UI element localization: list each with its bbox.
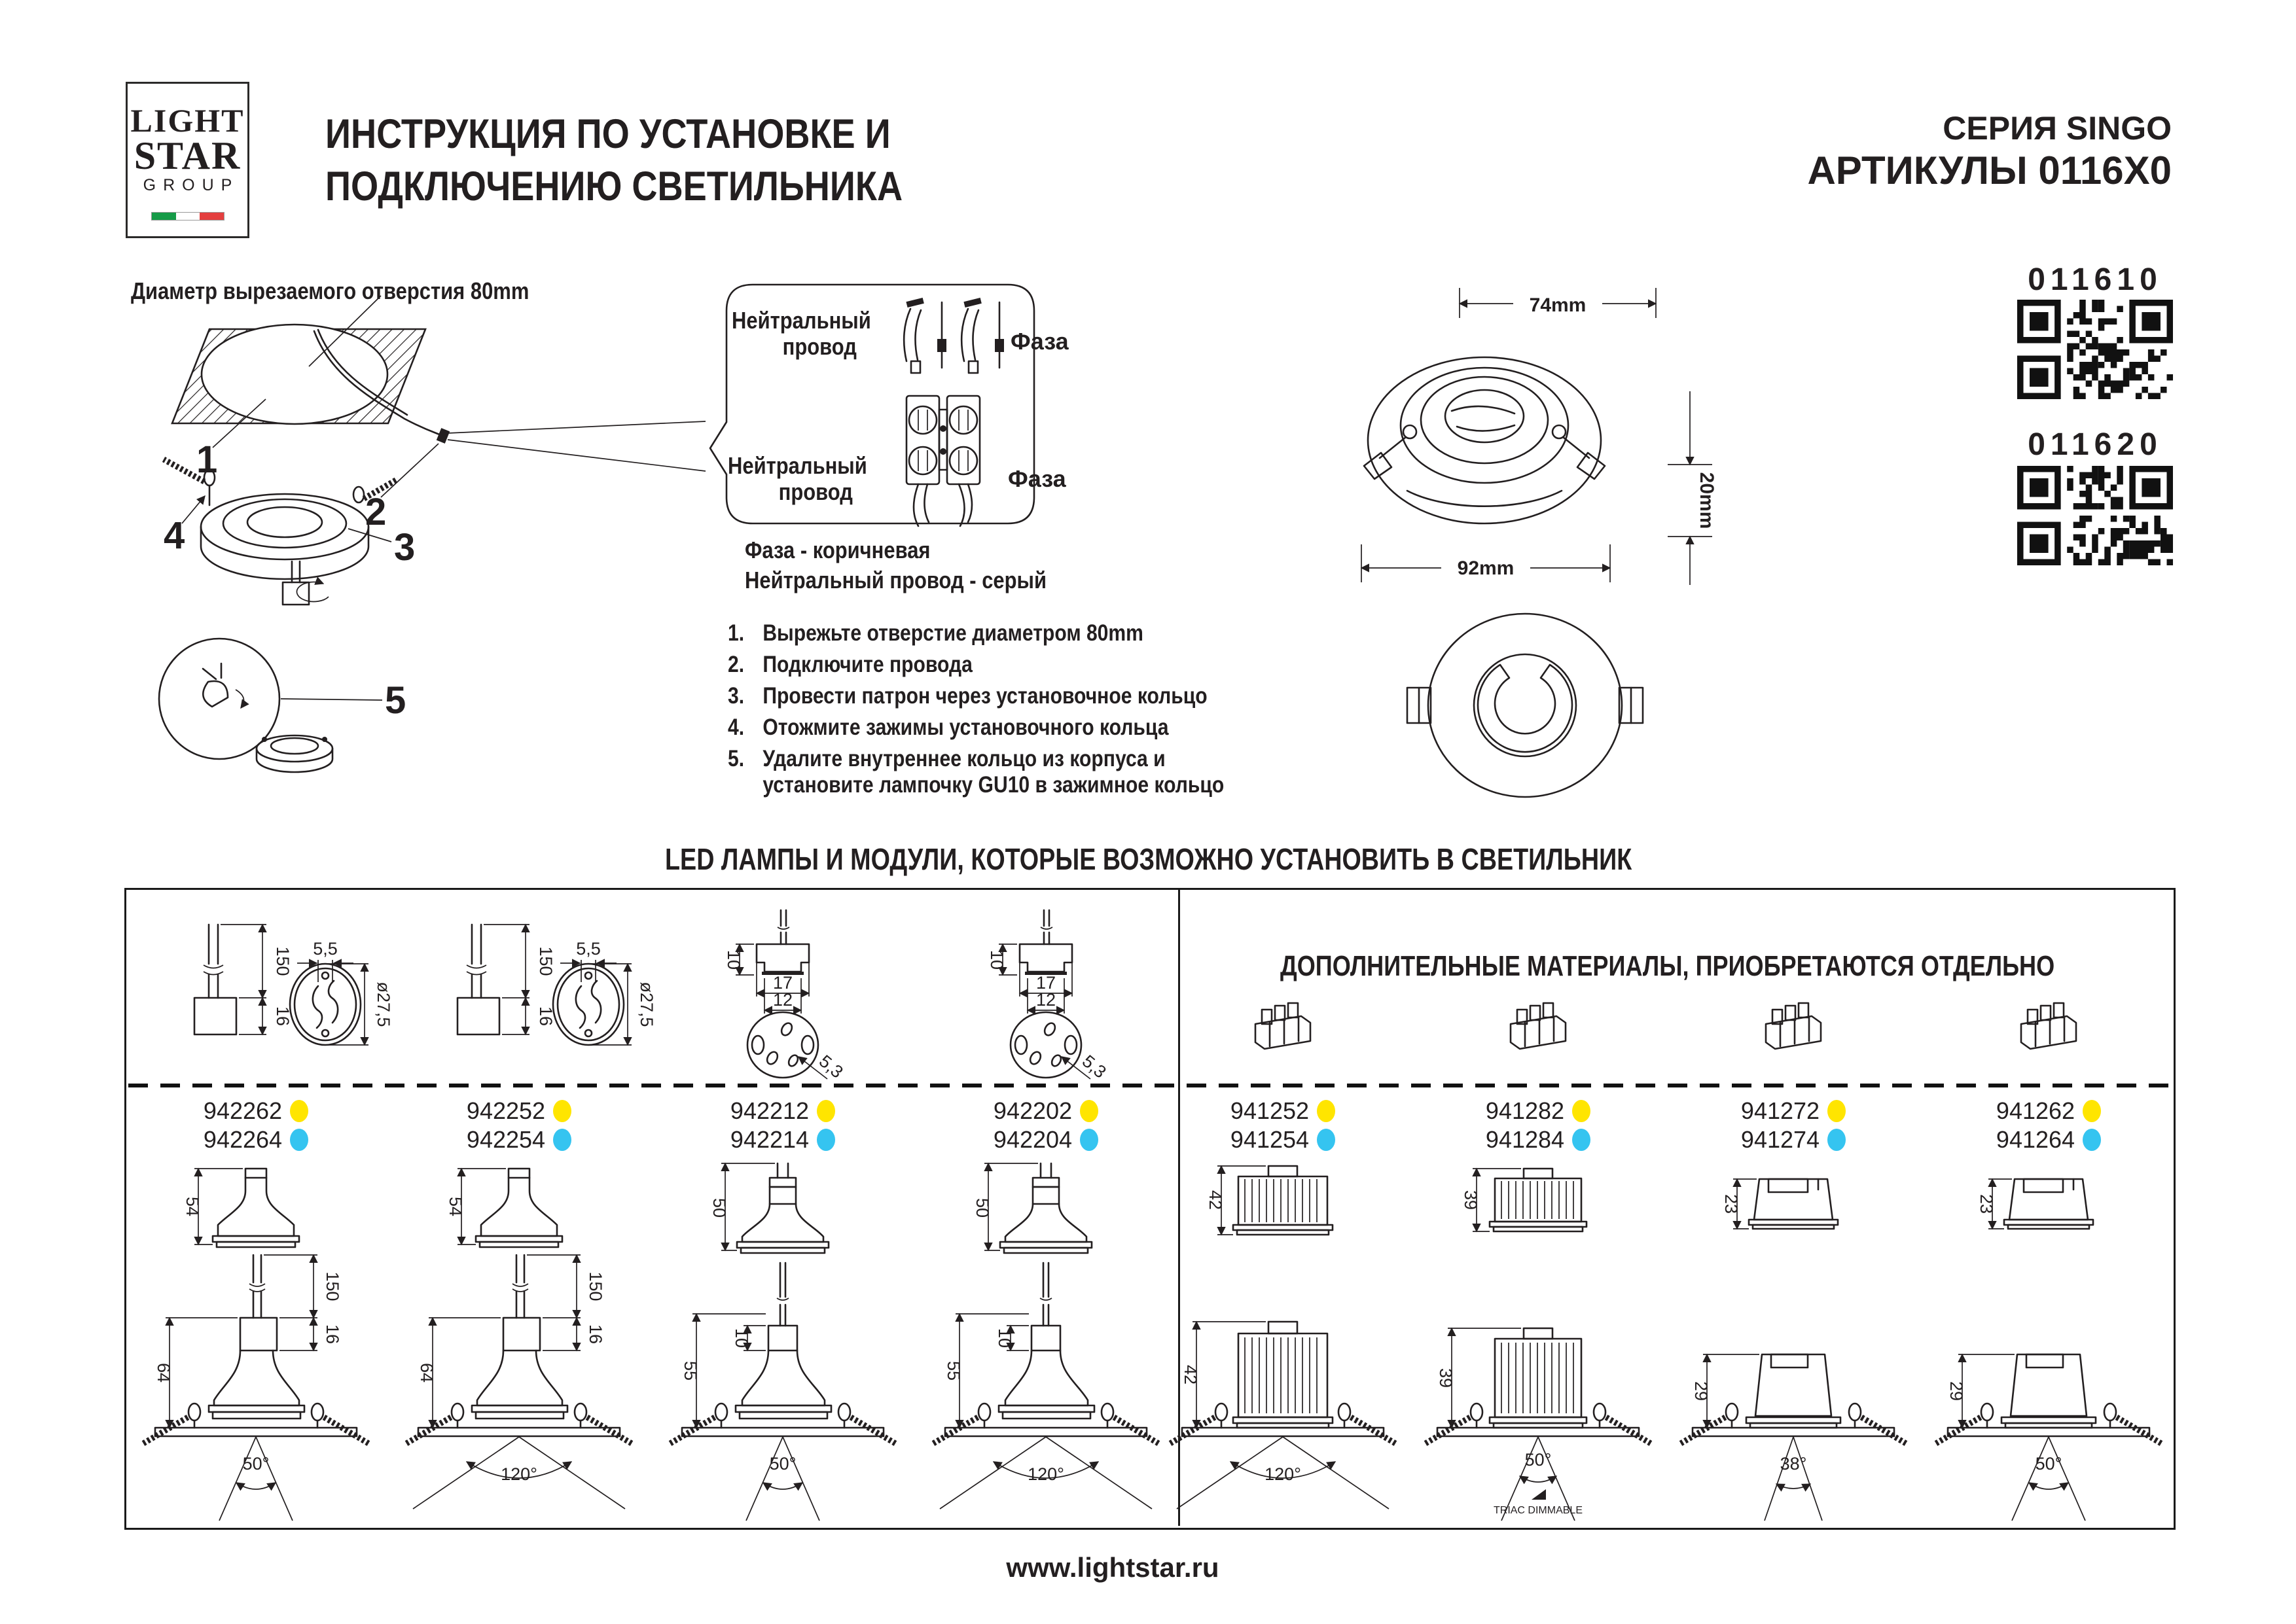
phase-label-top: Фаза — [1011, 328, 1069, 355]
neutral-wire-label-top: Нейтральный провод — [732, 307, 871, 360]
dim-20mm: 20mm — [1696, 472, 1717, 529]
dim-fix-wire: 150 — [586, 1271, 605, 1301]
dim-fix-pin: 10 — [995, 1328, 1014, 1349]
logo-word-group: GROUP — [143, 176, 240, 194]
lamp-fixture-col6 — [1414, 1157, 1662, 1523]
article-cool: 942264 — [203, 1126, 283, 1153]
page-title-line1: ИНСТРУКЦИЯ ПО УСТАНОВКЕ И — [325, 111, 891, 157]
dim-lamp-height: 42 — [1206, 1190, 1225, 1210]
step-text: Вырежьте отверстие диаметром 80mm — [762, 620, 1143, 646]
warm-white-dot — [553, 1100, 571, 1122]
lamp-fixture-col3 — [658, 1157, 907, 1523]
beam-angle: 50° — [1524, 1450, 1552, 1470]
cut-hole — [202, 325, 387, 424]
dim-lamp-height: 54 — [446, 1196, 465, 1217]
dim-pin: 10 — [987, 949, 1007, 970]
step-number: 1. — [728, 620, 745, 646]
logo-word-light: LIGHT — [130, 102, 245, 139]
cool-white-dot — [1572, 1129, 1590, 1151]
callout-4: 4 — [164, 514, 185, 557]
article-numbers-col8 — [1957, 1097, 2140, 1154]
beam-angle: 50° — [242, 1454, 270, 1474]
terminal-block-icon — [906, 396, 939, 484]
cool-white-dot — [1827, 1129, 1846, 1151]
step-text: Провести патрон через установочное кольцо — [762, 683, 1208, 709]
article-warm: 942202 — [993, 1097, 1073, 1124]
dim-fix-side: 39 — [1436, 1368, 1456, 1388]
lamp-fixture-col7 — [1669, 1157, 1918, 1523]
product-code-2: 011620 — [2028, 427, 2162, 462]
instruction-step — [728, 683, 1268, 709]
warm-white-dot — [290, 1100, 308, 1122]
article-numbers-col4 — [954, 1097, 1138, 1154]
lamp-fixture-col4 — [922, 1157, 1170, 1523]
article-cool: 942204 — [993, 1126, 1073, 1153]
article-cool: 941264 — [1996, 1126, 2075, 1153]
dim-w17: 17 — [1035, 973, 1056, 993]
warm-white-dot — [817, 1100, 835, 1122]
article-cool: 942214 — [730, 1126, 810, 1153]
dim-block-height: 16 — [536, 1006, 556, 1027]
dim-slot: 5,5 — [313, 939, 338, 959]
beam-angle: 120° — [1265, 1464, 1301, 1484]
dim-fix-block: 16 — [323, 1324, 342, 1345]
dim-fix-side: 29 — [1691, 1381, 1711, 1402]
phase-label-bottom: Фаза — [1008, 465, 1066, 492]
warm-white-dot — [1572, 1100, 1590, 1122]
warm-white-dot — [1827, 1100, 1846, 1122]
article-numbers-col6 — [1446, 1097, 1630, 1154]
step-number: 5. — [728, 746, 745, 771]
callout-5: 5 — [385, 679, 406, 722]
connector-icon-col5 — [1158, 906, 1407, 1083]
article-numbers-col7 — [1702, 1097, 1885, 1154]
dim-lamp-height: 50 — [973, 1197, 992, 1218]
installation-steps — [728, 620, 1268, 803]
italian-flag-icon — [151, 212, 224, 221]
page-title-line2: ПОДКЛЮЧЕНИЮ СВЕТИЛЬНИКА — [325, 164, 903, 209]
step-number: 3. — [728, 683, 745, 709]
articles-label: АРТИКУЛЫ 0116X0 — [1807, 149, 2172, 192]
socket-drawing-col4 — [922, 906, 1170, 1083]
neutral-wire-label-bottom: Нейтральный провод — [728, 452, 867, 505]
cool-white-dot — [1317, 1129, 1335, 1151]
dim-slot: 5,3 — [815, 1051, 847, 1082]
series-block — [1807, 110, 2172, 195]
dim-lamp-height: 23 — [1721, 1193, 1741, 1214]
beam-angle: 50° — [2035, 1454, 2062, 1474]
step-text: Подключите провода — [762, 652, 973, 677]
lamp-fixture-col1 — [132, 1157, 380, 1523]
dim-lamp-height: 39 — [1461, 1190, 1480, 1210]
article-numbers-col2 — [427, 1097, 611, 1154]
article-cool: 941254 — [1230, 1126, 1310, 1153]
series-name: СЕРИЯ SINGO — [1943, 110, 2172, 147]
dim-w12: 12 — [1035, 990, 1056, 1010]
callout-2: 2 — [365, 491, 387, 533]
warm-white-dot — [1317, 1100, 1335, 1122]
article-warm: 941252 — [1230, 1097, 1310, 1124]
instruction-step — [728, 620, 1268, 646]
dim-92mm: 92mm — [1457, 557, 1515, 579]
triac-dimmable-icon — [1532, 1489, 1546, 1500]
article-cool: 942254 — [466, 1126, 546, 1153]
qr-code-011620 — [2017, 466, 2173, 565]
dim-wire-length: 150 — [273, 946, 293, 976]
socket-drawing-col2 — [395, 906, 656, 1083]
instruction-step — [728, 746, 1268, 798]
article-cool: 941274 — [1740, 1126, 1820, 1153]
dim-fix-side: 64 — [417, 1362, 437, 1383]
website-url: www.lightstar.ru — [1006, 1552, 1219, 1583]
dim-fix-side: 29 — [1946, 1381, 1966, 1402]
step-number: 4. — [728, 715, 745, 740]
dim-diameter: ø27,5 — [374, 981, 393, 1027]
qr-code-011610 — [2017, 300, 2173, 399]
article-warm: 941272 — [1740, 1097, 1820, 1124]
step-text: Отожмите зажимы установочного кольца — [762, 715, 1169, 740]
connector-icon-col8 — [1924, 906, 2173, 1083]
hole-diameter-note: Диаметр вырезаемого отверстия 80mm — [131, 277, 529, 304]
article-numbers-col3 — [691, 1097, 874, 1154]
led-section-title: LED ЛАМПЫ И МОДУЛИ, КОТОРЫЕ ВОЗМОЖНО УСТАНОВИТЬ В СВЕТИЛЬНИК — [665, 842, 1632, 876]
dimension-drawing-side — [1342, 275, 1734, 589]
dim-lamp-height: 23 — [1977, 1193, 1996, 1214]
dim-fix-block: 16 — [586, 1324, 605, 1345]
connector-icon-col6 — [1414, 906, 1662, 1083]
article-warm: 942212 — [730, 1097, 810, 1124]
lamp-fixture-col8 — [1924, 1157, 2173, 1523]
dim-w17: 17 — [772, 973, 793, 993]
dim-fix-side: 55 — [944, 1360, 963, 1381]
dim-fix-wire: 150 — [323, 1271, 342, 1301]
lamp-fixture-col5 — [1158, 1157, 1407, 1523]
dim-lamp-height: 54 — [183, 1196, 202, 1217]
dim-w12: 12 — [772, 990, 793, 1010]
beam-angle: 38° — [1780, 1454, 1807, 1474]
article-warm: 942262 — [203, 1097, 283, 1124]
article-warm: 942252 — [466, 1097, 546, 1124]
lightstar-logo — [126, 82, 249, 238]
socket-drawing-col3 — [658, 906, 907, 1083]
cool-white-dot — [290, 1129, 308, 1151]
dim-block-height: 16 — [273, 1006, 293, 1027]
article-warm: 941262 — [1996, 1097, 2075, 1124]
dim-lamp-height: 50 — [709, 1197, 729, 1218]
dim-74mm: 74mm — [1529, 294, 1587, 316]
instruction-step — [728, 652, 1268, 678]
cool-white-dot — [553, 1129, 571, 1151]
beam-angle: 120° — [1028, 1464, 1064, 1484]
triac-dimmable-label: TRIAC DIMMABLE — [1493, 1505, 1583, 1516]
warm-white-dot — [1080, 1100, 1098, 1122]
instruction-step — [728, 715, 1268, 741]
dimension-drawing-bottom — [1401, 602, 1649, 811]
step-text: Удалите внутреннее кольцо из корпуса и установите лампочку GU10 в зажимное кольцо — [762, 746, 1225, 798]
dim-diameter: ø27,5 — [637, 981, 656, 1027]
warm-white-dot — [2083, 1100, 2101, 1122]
cool-white-dot — [1080, 1129, 1098, 1151]
dim-fix-side: 42 — [1181, 1364, 1200, 1385]
additional-materials-title: ДОПОЛНИТЕЛЬНЫЕ МАТЕРИАЛЫ, ПРИОБРЕТАЮТСЯ ОТДЕЛЬНО — [1280, 950, 2055, 982]
beam-angle: 50° — [769, 1454, 797, 1474]
callout-3: 3 — [394, 526, 416, 569]
dim-slot: 5,3 — [1078, 1051, 1110, 1082]
dim-wire-length: 150 — [536, 946, 556, 976]
phase-color-note: Фаза - коричневая — [745, 537, 931, 563]
cool-white-dot — [817, 1129, 835, 1151]
article-warm: 941282 — [1485, 1097, 1565, 1124]
socket-drawing-col1 — [132, 906, 393, 1083]
article-numbers-col1 — [164, 1097, 348, 1154]
page-title — [325, 108, 903, 213]
install-diagram — [98, 262, 707, 824]
connector-icon-col7 — [1669, 906, 1918, 1083]
cool-white-dot — [2083, 1129, 2101, 1151]
neutral-color-note: Нейтральный провод - серый — [745, 567, 1047, 593]
dim-fix-side: 55 — [681, 1360, 700, 1381]
dim-slot: 5,5 — [576, 939, 601, 959]
dim-pin: 10 — [724, 949, 744, 970]
callout-1: 1 — [196, 438, 218, 481]
logo-word-star: STAR — [134, 134, 242, 177]
lamp-fixture-col2 — [395, 1157, 643, 1523]
step-number: 2. — [728, 652, 745, 677]
led-table-dashed-separator — [128, 1084, 2169, 1087]
product-code-1: 011610 — [2028, 262, 2162, 297]
article-numbers-col5 — [1191, 1097, 1374, 1154]
article-cool: 941284 — [1485, 1126, 1565, 1153]
beam-angle: 120° — [501, 1464, 537, 1484]
dim-fix-pin: 10 — [732, 1328, 751, 1349]
dim-fix-side: 64 — [154, 1362, 173, 1383]
